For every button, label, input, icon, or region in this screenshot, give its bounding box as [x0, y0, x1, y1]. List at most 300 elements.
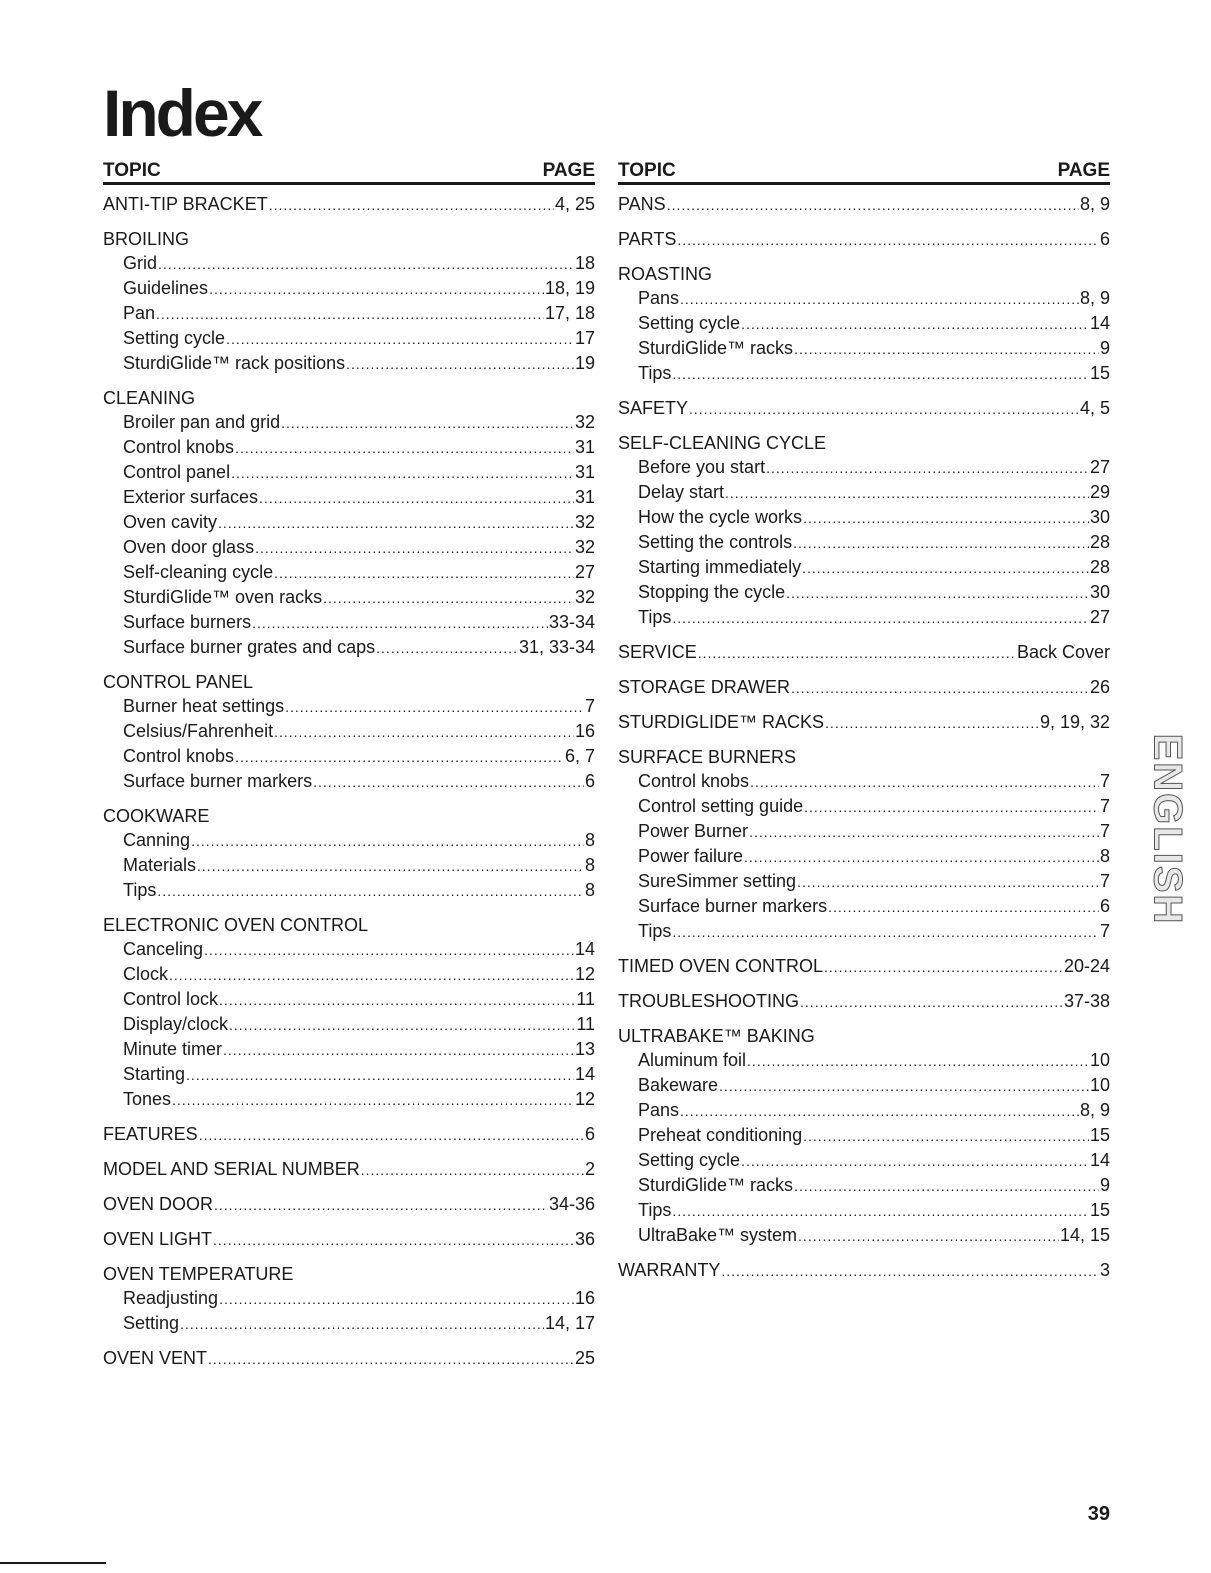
entry-page: 8	[584, 880, 595, 900]
entry-page: 17	[574, 328, 595, 348]
entry-topic: SELF-CLEANING CYCLE	[618, 433, 827, 453]
dot-leader	[804, 795, 1099, 819]
dot-leader	[749, 820, 1099, 844]
entry-topic: Tones	[123, 1089, 172, 1109]
dot-leader	[208, 1347, 574, 1371]
dot-leader	[803, 1124, 1089, 1148]
entry-page: 32	[574, 587, 595, 607]
index-entry	[618, 745, 1110, 944]
index-subentry	[103, 1037, 595, 1062]
dot-leader	[797, 870, 1099, 894]
entry-page: 4, 25	[554, 194, 595, 214]
entry-topic: Setting cycle	[123, 328, 226, 348]
index-subentry	[103, 744, 595, 769]
index-entry	[103, 1157, 595, 1182]
index-entry	[618, 396, 1110, 421]
dot-leader	[197, 854, 584, 878]
index-entry-line	[618, 1024, 1110, 1048]
index-entry-line	[103, 192, 595, 217]
entry-page: 18	[574, 253, 595, 273]
entry-page: 32	[574, 537, 595, 557]
dot-leader	[802, 556, 1089, 580]
dot-leader	[219, 1287, 574, 1311]
index-entry-line	[103, 1157, 595, 1182]
entry-topic: FEATURES	[103, 1124, 198, 1144]
index-subentry	[618, 455, 1110, 480]
entry-page: 9	[1099, 338, 1110, 358]
entry-topic: Tips	[123, 880, 157, 900]
entry-page: 37-38	[1063, 991, 1110, 1011]
index-subentry	[618, 844, 1110, 869]
dot-leader	[672, 920, 1099, 944]
entry-page: 27	[1089, 607, 1110, 627]
entry-topic: How the cycle works	[638, 507, 803, 527]
dot-leader	[231, 461, 574, 485]
entry-page: 26	[1089, 677, 1110, 697]
entry-topic: COOKWARE	[103, 806, 210, 826]
entry-topic: OVEN VENT	[103, 1348, 208, 1368]
entry-page: 12	[574, 1089, 595, 1109]
entry-topic: Grid	[123, 253, 158, 273]
dot-leader	[156, 302, 544, 326]
column-header	[618, 152, 1110, 185]
dot-leader	[235, 745, 564, 769]
language-tab-label: ENGLISH	[1145, 733, 1190, 925]
page-header: PAGE	[1057, 160, 1110, 181]
index-subentry	[103, 435, 595, 460]
index-subentry	[103, 828, 595, 853]
dot-leader	[786, 581, 1089, 605]
dot-leader	[252, 611, 548, 635]
entry-page: 8, 9	[1079, 288, 1110, 308]
entry-topic: ROASTING	[618, 264, 713, 284]
dot-leader	[346, 352, 574, 376]
index-entry-line	[618, 396, 1110, 421]
entry-page: Back Cover	[1016, 642, 1110, 662]
index-entry	[618, 431, 1110, 630]
entry-page: 6, 7	[564, 746, 595, 766]
entry-page: 15	[1089, 363, 1110, 383]
entry-topic: Burner heat settings	[123, 696, 285, 716]
index-subentry	[618, 505, 1110, 530]
entry-page: 16	[574, 721, 595, 741]
entry-page: 34-36	[548, 1194, 595, 1214]
entry-topic: CONTROL PANEL	[103, 672, 254, 692]
entry-page: 31, 33-34	[518, 637, 595, 657]
index-entry	[103, 386, 595, 660]
index-entry-line	[618, 954, 1110, 979]
page-title: Index	[103, 76, 261, 150]
index-subentry	[103, 560, 595, 585]
index-entry	[618, 954, 1110, 979]
entry-page: 13	[574, 1039, 595, 1059]
dot-leader	[204, 938, 574, 962]
dot-leader	[269, 193, 554, 217]
footer-rule	[0, 1562, 106, 1564]
entry-page: 7	[1099, 821, 1110, 841]
entry-page: 31	[574, 462, 595, 482]
entry-topic: Tips	[638, 363, 672, 383]
entry-topic: Surface burners	[123, 612, 252, 632]
dot-leader	[172, 1088, 574, 1112]
entry-page: 7	[584, 696, 595, 716]
index-entry-line	[618, 227, 1110, 252]
entry-topic: OVEN TEMPERATURE	[103, 1264, 294, 1284]
entry-page: 19	[574, 353, 595, 373]
entry-topic: SturdiGlide™ oven racks	[123, 587, 323, 607]
entry-topic: Surface burner grates and caps	[123, 637, 376, 657]
index-entry-line	[103, 804, 595, 828]
index-subentry	[103, 1062, 595, 1087]
entry-topic: Aluminum foil	[638, 1050, 747, 1070]
dot-leader	[680, 287, 1079, 311]
page-header: PAGE	[542, 160, 595, 181]
index-subentry	[618, 869, 1110, 894]
dot-leader	[747, 1049, 1089, 1073]
entry-page: 20-24	[1063, 956, 1110, 976]
entry-page: 27	[574, 562, 595, 582]
entry-page: 29	[1089, 482, 1110, 502]
entry-topic: Control knobs	[123, 437, 235, 457]
index-entry	[103, 1346, 595, 1371]
entry-topic: Pan	[123, 303, 156, 323]
dot-leader	[191, 829, 584, 853]
index-subentry	[103, 878, 595, 903]
dot-leader	[219, 988, 575, 1012]
entry-page: 14	[574, 1064, 595, 1084]
index-entry-line	[103, 913, 595, 937]
dot-leader	[255, 536, 574, 560]
entry-page: 14, 15	[1059, 1225, 1110, 1245]
entry-topic: Control knobs	[638, 771, 750, 791]
dot-leader	[828, 895, 1099, 919]
dot-leader	[725, 481, 1089, 505]
index-subentry	[618, 605, 1110, 630]
index-entry	[103, 1122, 595, 1147]
index-subentry	[103, 410, 595, 435]
entry-page: 14	[574, 939, 595, 959]
entry-topic: SturdiGlide™ racks	[638, 338, 794, 358]
index-entry-line	[103, 1227, 595, 1252]
entry-page: 17, 18	[544, 303, 595, 323]
index-subentry	[103, 769, 595, 794]
dot-leader	[689, 397, 1079, 421]
dot-leader	[793, 531, 1089, 555]
entry-topic: Celsius/Fahrenheit	[123, 721, 274, 741]
index-subentry	[103, 510, 595, 535]
dot-leader	[223, 1038, 574, 1062]
index-entry-line	[618, 1258, 1110, 1283]
entry-topic: Delay start	[638, 482, 725, 502]
entry-topic: CLEANING	[103, 388, 196, 408]
dot-leader	[744, 845, 1099, 869]
entry-page: 8	[584, 830, 595, 850]
dot-leader	[285, 695, 584, 719]
index-subentry	[103, 485, 595, 510]
dot-leader	[361, 1158, 584, 1182]
index-subentry	[618, 819, 1110, 844]
entry-page: 14, 17	[544, 1313, 595, 1333]
index-subentry	[618, 1223, 1110, 1248]
dot-leader	[376, 636, 518, 660]
entry-page: 28	[1089, 557, 1110, 577]
index-subentry	[618, 361, 1110, 386]
index-subentry	[618, 580, 1110, 605]
entry-topic: Display/clock	[123, 1014, 229, 1034]
entry-page: 7	[1099, 921, 1110, 941]
index-subentry	[103, 987, 595, 1012]
entry-page: 11	[576, 989, 595, 1009]
entry-page: 7	[1099, 796, 1110, 816]
dot-leader	[274, 561, 574, 585]
entry-topic: Tips	[638, 921, 672, 941]
index-entry	[618, 262, 1110, 386]
entry-topic: SAFETY	[618, 398, 689, 418]
index-entry	[103, 804, 595, 903]
dot-leader	[667, 193, 1079, 217]
entry-topic: Setting the controls	[638, 532, 793, 552]
index-subentry	[618, 769, 1110, 794]
index-entries	[103, 192, 595, 1371]
index-subentry	[618, 794, 1110, 819]
dot-leader	[791, 676, 1089, 700]
dot-leader	[824, 955, 1063, 979]
index-subentry	[103, 1286, 595, 1311]
entry-page: 9, 19, 32	[1039, 712, 1110, 732]
entry-topic: Materials	[123, 855, 197, 875]
index-entry	[618, 227, 1110, 252]
entry-topic: Self-cleaning cycle	[123, 562, 274, 582]
entry-topic: Bakeware	[638, 1075, 719, 1095]
entry-page: 27	[1089, 457, 1110, 477]
index-subentry	[103, 1012, 595, 1037]
entry-page: 6	[584, 771, 595, 791]
entry-page: 15	[1089, 1200, 1110, 1220]
entry-page: 6	[584, 1124, 595, 1144]
index-subentry	[618, 286, 1110, 311]
entry-topic: Setting	[123, 1313, 180, 1333]
page-number: 39	[1087, 1503, 1110, 1525]
index-entry-line	[618, 675, 1110, 700]
entry-page: 18, 19	[544, 278, 595, 298]
dot-leader	[741, 312, 1089, 336]
index-subentry	[618, 336, 1110, 361]
entry-topic: OVEN LIGHT	[103, 1229, 213, 1249]
entry-topic: Oven door glass	[123, 537, 255, 557]
dot-leader	[180, 1312, 544, 1336]
dot-leader	[672, 606, 1089, 630]
entry-topic: Stopping the cycle	[638, 582, 786, 602]
index-subentry	[618, 1098, 1110, 1123]
index-subentry	[103, 351, 595, 376]
dot-leader	[199, 1123, 584, 1147]
entry-topic: Surface burner markers	[638, 896, 828, 916]
index-subentry	[618, 1198, 1110, 1223]
dot-leader	[218, 511, 574, 535]
index-subentry	[103, 962, 595, 987]
dot-leader	[766, 456, 1089, 480]
index-entry-line	[103, 1262, 595, 1286]
dot-leader	[741, 1149, 1089, 1173]
entry-topic: Canceling	[123, 939, 204, 959]
entry-topic: WARRANTY	[618, 1260, 721, 1280]
entry-topic: MODEL AND SERIAL NUMBER	[103, 1159, 360, 1179]
dot-leader	[186, 1063, 574, 1087]
dot-leader	[213, 1228, 574, 1252]
dot-leader	[259, 486, 574, 510]
index-entry-line	[103, 670, 595, 694]
entry-page: 32	[574, 512, 595, 532]
index-subentry	[103, 1087, 595, 1112]
entry-topic: Exterior surfaces	[123, 487, 259, 507]
entry-topic: Power Burner	[638, 821, 749, 841]
entry-topic: Before you start	[638, 457, 766, 477]
entry-page: 33-34	[548, 612, 595, 632]
entry-page: 11	[576, 1014, 595, 1034]
index-subentry	[618, 1073, 1110, 1098]
dot-leader	[672, 1199, 1089, 1223]
entry-page: 32	[574, 412, 595, 432]
entry-page: 2	[584, 1159, 595, 1179]
entry-topic: SERVICE	[618, 642, 697, 662]
entry-topic: SURFACE BURNERS	[618, 747, 797, 767]
index-subentry	[103, 610, 595, 635]
entry-topic: SureSimmer setting	[638, 871, 797, 891]
entry-page: 3	[1099, 1260, 1110, 1280]
entry-topic: Control panel	[123, 462, 231, 482]
dot-leader	[157, 879, 584, 903]
dot-leader	[209, 277, 544, 301]
entry-topic: Starting	[123, 1064, 186, 1084]
entry-topic: Setting cycle	[638, 1150, 741, 1170]
index-entry	[103, 670, 595, 794]
entry-topic: STORAGE DRAWER	[618, 677, 791, 697]
entry-page: 30	[1089, 507, 1110, 527]
index-entry	[618, 1024, 1110, 1248]
index-subentry	[103, 251, 595, 276]
entry-page: 9	[1099, 1175, 1110, 1195]
index-subentry	[618, 1048, 1110, 1073]
entry-page: 16	[574, 1288, 595, 1308]
entry-topic: Preheat conditioning	[638, 1125, 803, 1145]
entry-page: 15	[1089, 1125, 1110, 1145]
index-entry-line	[618, 989, 1110, 1014]
dot-leader	[274, 720, 574, 744]
dot-leader	[794, 337, 1099, 361]
topic-header: TOPIC	[103, 160, 161, 181]
index-subentry	[103, 694, 595, 719]
entry-topic: BROILING	[103, 229, 190, 249]
index-entry	[103, 1227, 595, 1252]
entry-page: 31	[574, 437, 595, 457]
index-subentry	[618, 919, 1110, 944]
entry-page: 25	[574, 1348, 595, 1368]
index-entry	[103, 1262, 595, 1336]
entry-page: 31	[574, 487, 595, 507]
dot-leader	[169, 963, 574, 987]
entry-page: 8, 9	[1079, 194, 1110, 214]
index-entry-line	[618, 192, 1110, 217]
index-entry	[103, 1192, 595, 1217]
index-subentry	[103, 585, 595, 610]
entry-topic: Broiler pan and grid	[123, 412, 281, 432]
entry-topic: Pans	[638, 288, 680, 308]
entry-topic: Guidelines	[123, 278, 209, 298]
entry-topic: Control setting guide	[638, 796, 804, 816]
index-subentry	[103, 276, 595, 301]
entry-topic: Tips	[638, 1200, 672, 1220]
index-subentry	[618, 311, 1110, 336]
entry-topic: Tips	[638, 607, 672, 627]
dot-leader	[214, 1193, 548, 1217]
entry-page: 6	[1099, 229, 1110, 249]
index-subentry	[103, 719, 595, 744]
index-column-left	[103, 152, 595, 1381]
entry-topic: Canning	[123, 830, 191, 850]
index-subentry	[103, 460, 595, 485]
entry-topic: Starting immediately	[638, 557, 802, 577]
index-entry	[618, 675, 1110, 700]
entry-page: 7	[1099, 871, 1110, 891]
entry-topic: SturdiGlide™ racks	[638, 1175, 794, 1195]
entry-topic: Control knobs	[123, 746, 235, 766]
index-subentry	[618, 1123, 1110, 1148]
index-subentry	[103, 326, 595, 351]
dot-leader	[226, 327, 574, 351]
entry-topic: Minute timer	[123, 1039, 223, 1059]
index-entry-line	[618, 745, 1110, 769]
index-entry-line	[618, 710, 1110, 735]
dot-leader	[235, 436, 574, 460]
entry-topic: UltraBake™ system	[638, 1225, 798, 1245]
entry-page: 30	[1089, 582, 1110, 602]
dot-leader	[719, 1074, 1089, 1098]
index-subentry	[103, 535, 595, 560]
dot-leader	[158, 252, 574, 276]
index-entry-line	[103, 1192, 595, 1217]
index-subentry	[618, 894, 1110, 919]
entry-topic: Oven cavity	[123, 512, 218, 532]
language-tab	[1145, 718, 1190, 940]
index-subentry	[103, 853, 595, 878]
index-entry-line	[103, 1346, 595, 1371]
dot-leader	[794, 1174, 1099, 1198]
entry-page: 8	[584, 855, 595, 875]
dot-leader	[825, 711, 1039, 735]
index-subentry	[103, 635, 595, 660]
entry-topic: SturdiGlide™ rack positions	[123, 353, 346, 373]
index-entry-line	[618, 262, 1110, 286]
entry-page: 14	[1089, 313, 1110, 333]
entry-topic: ANTI-TIP BRACKET	[103, 194, 268, 214]
index-subentry	[618, 555, 1110, 580]
column-header	[103, 152, 595, 185]
entry-page: 8	[1099, 846, 1110, 866]
dot-leader	[672, 362, 1089, 386]
dot-leader	[803, 506, 1089, 530]
index-subentry	[618, 530, 1110, 555]
dot-leader	[313, 770, 584, 794]
index-entry-line	[103, 227, 595, 251]
index-entry-line	[618, 431, 1110, 455]
entry-page: 28	[1089, 532, 1110, 552]
dot-leader	[698, 641, 1016, 665]
index-entry	[618, 192, 1110, 217]
index-subentry	[103, 301, 595, 326]
index-subentry	[618, 480, 1110, 505]
entry-topic: TROUBLESHOOTING	[618, 991, 800, 1011]
index-entry-line	[618, 640, 1110, 665]
